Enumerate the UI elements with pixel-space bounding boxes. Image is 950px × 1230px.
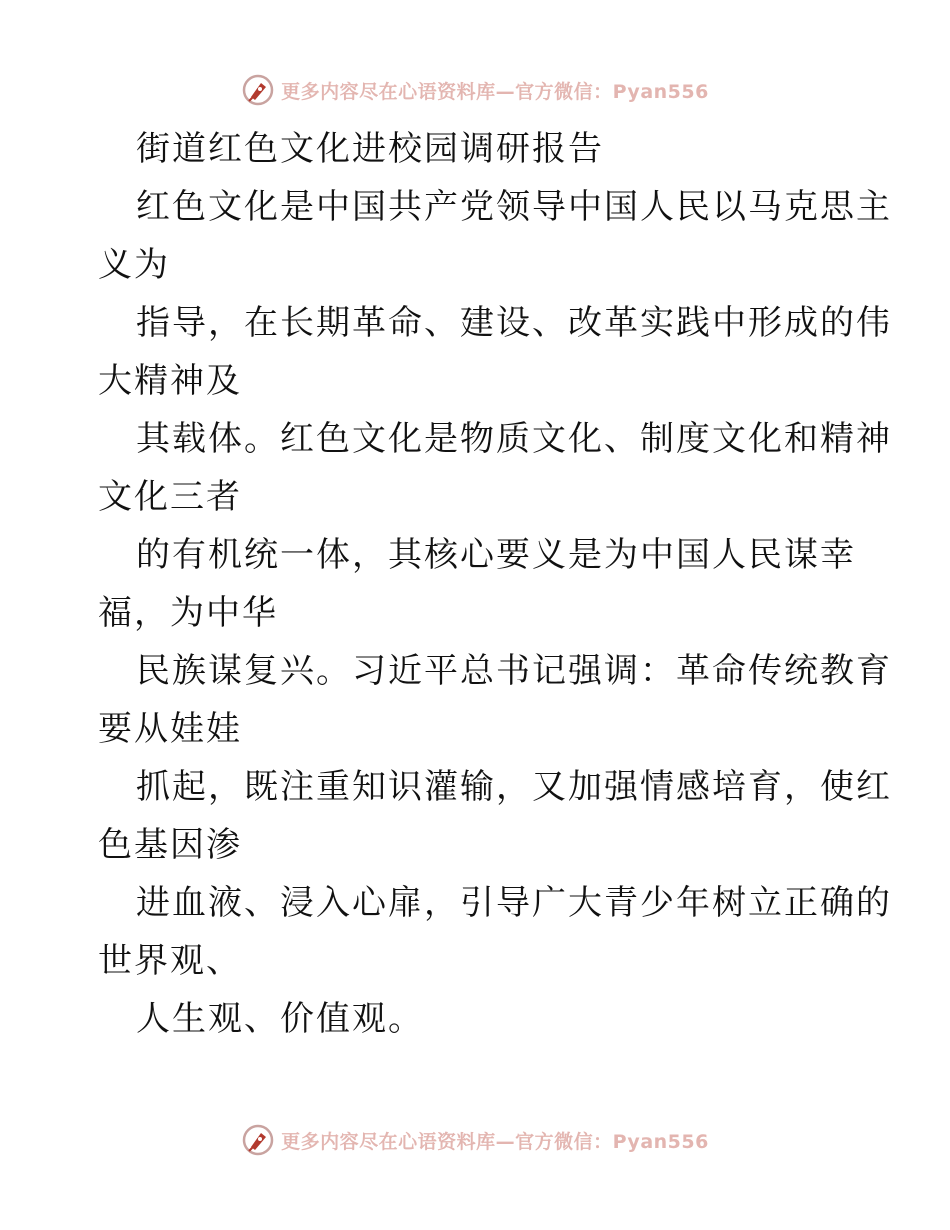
paragraph-line: 红色文化是中国共产党领导中国人民以马克思主 (136, 187, 892, 227)
pen-nib-logo-icon (241, 1123, 275, 1157)
paragraph-line: 抓起，既注重知识灌输，又加强情感培育，使红 (136, 767, 892, 807)
document-title: 街道红色文化进校园调研报告 (136, 129, 604, 169)
paragraph-line: 人生观、价值观。 (136, 999, 424, 1039)
paragraph-line: 文化三者 (98, 477, 242, 517)
paragraph-line: 的有机统一体，其核心要义是为中国人民谋幸 (136, 535, 856, 575)
watermark-text: 更多内容尽在心语资料库—官方微信：Pyan556 (281, 1130, 709, 1153)
paragraph-line: 福，为中华 (98, 593, 278, 633)
watermark-text: 更多内容尽在心语资料库—官方微信：Pyan556 (281, 80, 709, 103)
paragraph-line: 世界观、 (98, 941, 242, 981)
paragraph-line: 要从娃娃 (98, 709, 242, 749)
paragraph-line: 民族谋复兴。习近平总书记强调：革命传统教育 (136, 651, 892, 691)
paragraph-line: 其载体。红色文化是物质文化、制度文化和精神 (136, 419, 892, 459)
paragraph-line: 大精神及 (98, 361, 242, 401)
document-body (98, 120, 892, 1048)
pen-nib-logo-icon (241, 73, 275, 107)
paragraph-line: 指导，在长期革命、建设、改革实践中形成的伟 (136, 303, 892, 343)
header-watermark (0, 70, 950, 110)
paragraph-line: 进血液、浸入心扉，引导广大青少年树立正确的 (136, 883, 892, 923)
footer-watermark (0, 1120, 950, 1160)
paragraph-line: 色基因渗 (98, 825, 242, 865)
paragraph-line: 义为 (98, 245, 170, 285)
